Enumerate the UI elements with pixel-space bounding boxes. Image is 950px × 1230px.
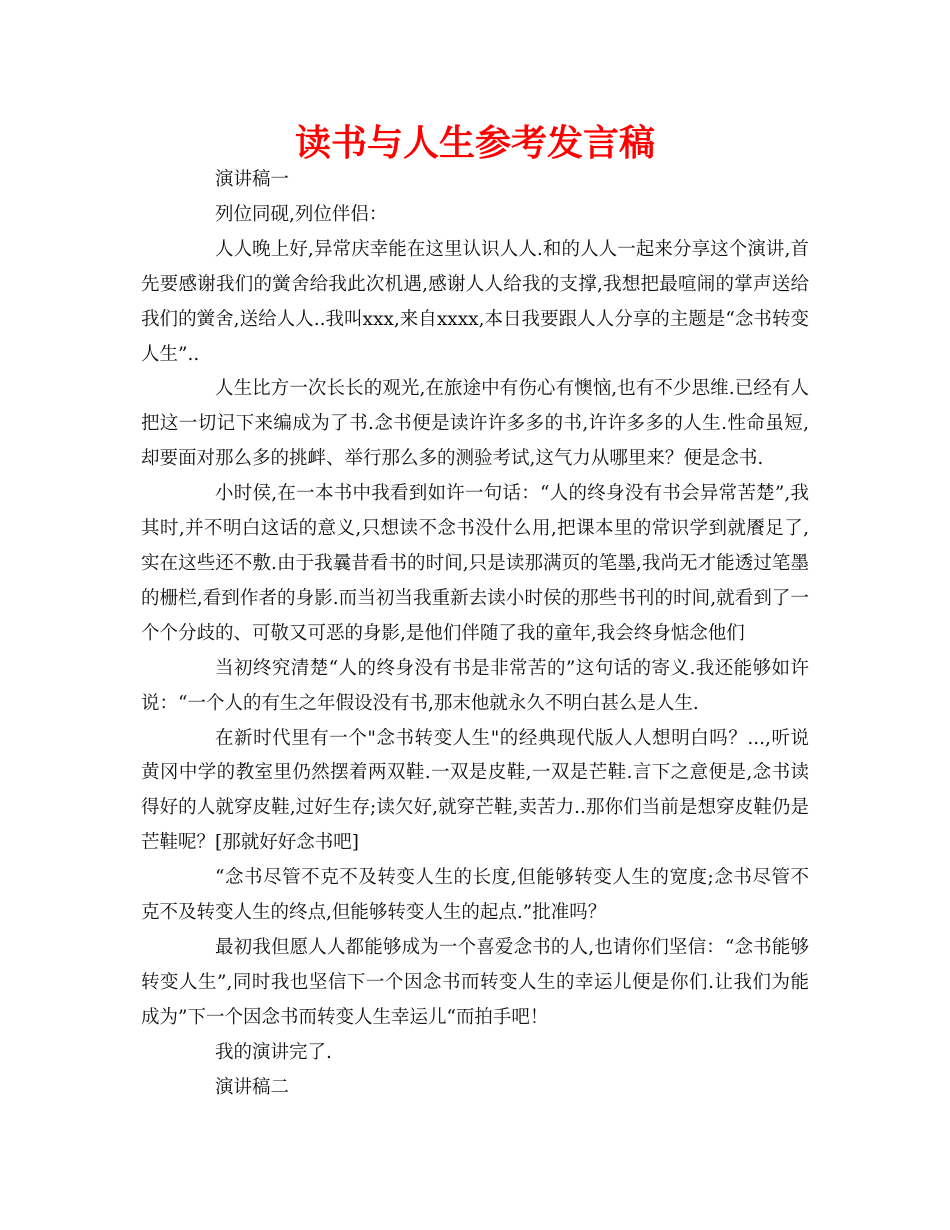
paragraph-life-journey: 人生比方一次长长的观光,在旅途中有伤心有懊恼,也有不少思维.已经有人把这一切记下来编成为了书.念书便是读许许多多的书,许许多多的人生.性命虽短,却要面对那么多的挑衅、举行那么多的测验考试,这气力从哪里来？便是念书. xyxy=(141,378,809,470)
paragraph-childhood: 小时侯,在一本书中我看到如许一句话：“人的终身没有书会异常苦楚”,我其时,并不明白这话的意义,只想读不念书没什么用,把课本里的常识学到就餍足了,实在这些还不敷.由于我曩昔看书的时间,只是读那满页的笔墨,我尚无才能透过笔墨的栅栏,看到作者的身影.而当初当我重新去读小时侯的那些书刊的时间,就看到了一个个分歧的、可敬又可恶的身影,是他们伴随了我的童年,我会终身惦念他们 xyxy=(141,483,809,644)
paragraph-two-shoes: 在新时代里有一个"念书转变人生"的经典现代版人人想明白吗？...,听说黄冈中学的教室里仍然摆着两双鞋.一双是皮鞋,一双是芒鞋.言下之意便是,念书读得好的人就穿皮鞋,过好生存;读欠好,就穿芒鞋,卖苦力..那你们当前是想穿皮鞋仍是芒鞋呢？[那就好好念书吧] xyxy=(141,727,809,854)
speech-two-heading: 演讲稿二 xyxy=(215,1076,290,1098)
paragraph-closing: 最初我但愿人人都能够成为一个喜爱念书的人,也请你们坚信：“念书能够转变人生”,同时我也坚信下一个因念书而转变人生的幸运儿便是你们.让我们为能成为”下一个因念书而转变人生幸运儿“而拍手吧！ xyxy=(141,936,809,1028)
document-body xyxy=(141,163,809,1105)
paragraph-greeting: 人人晚上好,异常庆幸能在这里认识人人.和的人人一起来分享这个演讲,首先要感谢我们的黉舍给我此次机遇,感谢人人给我的支撑,我想把最喧闹的掌声送给我们的黉舍,送给人人..我叫xxx,来自xxxx,本日我要跟人人分享的主题是“念书转变人生”.. xyxy=(141,238,809,365)
salutation: 列位同砚,列位伴侣： xyxy=(215,203,388,225)
paragraph-quote: “念书尽管不克不及转变人生的长度,但能够转变人生的宽度;念书尽管不克不及转变人生的终点,但能够转变人生的起点.”批准吗？ xyxy=(141,867,809,924)
paragraph-understanding: 当初终究清楚“人的终身没有书是非常苦的”这句话的寄义.我还能够如许说：“一个人的有生之年假设没有书,那末他就永久不明白甚么是人生. xyxy=(141,657,809,714)
speech-one-heading: 演讲稿一 xyxy=(215,169,290,190)
speech-end-line: 我的演讲完了. xyxy=(215,1041,332,1063)
document-title: 读书与人生参考发言稿 xyxy=(294,123,655,164)
